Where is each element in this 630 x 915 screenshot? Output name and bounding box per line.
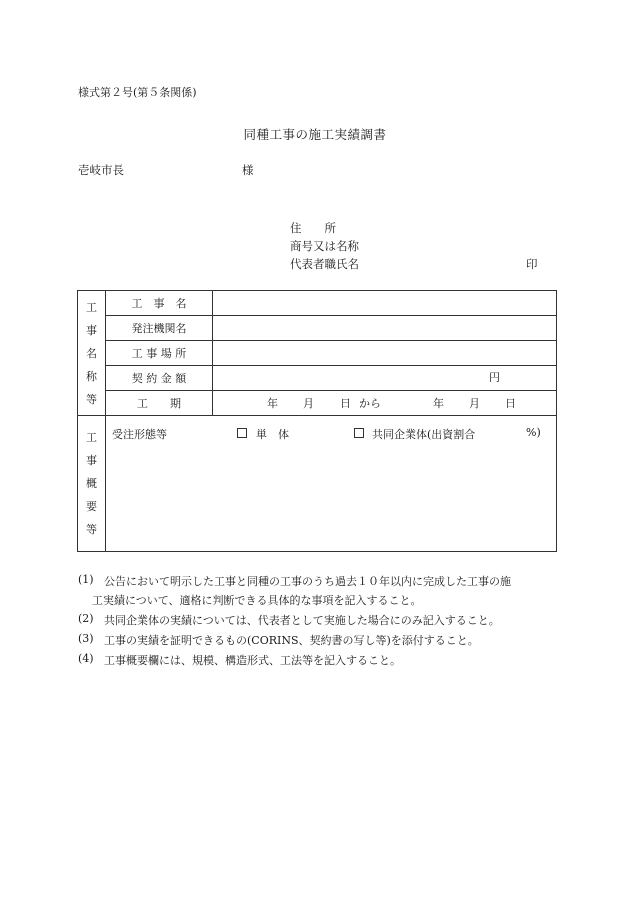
sender-address-label: 住 所 xyxy=(290,221,336,235)
period-year-start: 年 xyxy=(267,397,278,410)
group-char: 要 xyxy=(86,500,97,513)
group-char: 概 xyxy=(86,477,97,490)
label-construction-site: 工 事 場 所 xyxy=(106,341,213,366)
construction-name-field[interactable] xyxy=(213,291,557,316)
note-number: (1) xyxy=(78,573,94,586)
group-char: 名 xyxy=(86,346,97,360)
form-number: 様式第２号(第５条関係) xyxy=(78,86,197,99)
group-char: 工 xyxy=(86,300,97,314)
order-form-label: 受注形態等 xyxy=(112,428,167,441)
label-contract-amount: 契 約 金 額 xyxy=(106,366,213,391)
label-construction-period: 工 期 xyxy=(106,391,213,416)
note-number: (2) xyxy=(78,612,94,625)
addressee: 壱岐市長 xyxy=(78,163,124,177)
addressee-honorific: 様 xyxy=(242,163,254,177)
group-label-construction-name xyxy=(78,291,106,416)
group-char: 称 xyxy=(86,369,97,383)
ordering-agency-field[interactable] xyxy=(213,316,557,341)
note-number: (3) xyxy=(78,632,94,645)
period-day-start: 日 xyxy=(340,397,351,410)
group-char: 事 xyxy=(86,323,97,337)
period-month-end: 月 xyxy=(469,397,480,410)
period-year-end: 年 xyxy=(433,397,444,410)
jv-percent: %) xyxy=(526,426,541,439)
jv-checkbox[interactable] xyxy=(354,428,364,438)
construction-site-field[interactable] xyxy=(213,341,557,366)
overview-field[interactable] xyxy=(106,416,557,552)
note-text: 公告において明示した工事と同種の工事のうち過去１０年以内に完成した工事の施 xyxy=(104,575,511,588)
construction-period-field[interactable] xyxy=(213,391,557,416)
note-text-continued: 工実績について、適格に判断できる具体的な事項を記入すること。 xyxy=(92,594,422,607)
construction-record-table xyxy=(77,290,557,552)
group-char: 工 xyxy=(86,431,97,444)
group-char: 事 xyxy=(86,454,97,467)
single-label: 単 体 xyxy=(256,428,289,441)
yen-unit: 円 xyxy=(489,371,500,384)
period-from: から xyxy=(359,397,381,410)
seal-mark: 印 xyxy=(526,257,538,271)
period-day-end: 日 xyxy=(505,397,516,410)
document-title: 同種工事の施工実績調書 xyxy=(243,127,387,142)
sender-representative-label: 代表者職氏名 xyxy=(290,257,359,271)
note-text: 工事概要欄には、規模、構造形式、工法等を記入すること。 xyxy=(104,654,401,667)
group-char: 等 xyxy=(86,523,97,536)
label-construction-name: 工 事 名 xyxy=(106,291,213,316)
note-text: 工事の実績を証明できるもの(CORINS、契約書の写し等)を添付すること。 xyxy=(104,634,479,647)
label-ordering-agency: 発注機関名 xyxy=(106,316,213,341)
sender-company-label: 商号又は名称 xyxy=(290,239,359,253)
note-text: 共同企業体の実績については、代表者として実施した場合にのみ記入すること。 xyxy=(104,614,500,627)
contract-amount-field[interactable] xyxy=(213,366,557,391)
group-label-overview xyxy=(78,416,106,552)
group-char: 等 xyxy=(86,392,97,406)
single-checkbox[interactable] xyxy=(237,428,247,438)
note-number: (4) xyxy=(78,652,94,665)
period-month-start: 月 xyxy=(303,397,314,410)
jv-label: 共同企業体(出資割合 xyxy=(372,428,476,441)
